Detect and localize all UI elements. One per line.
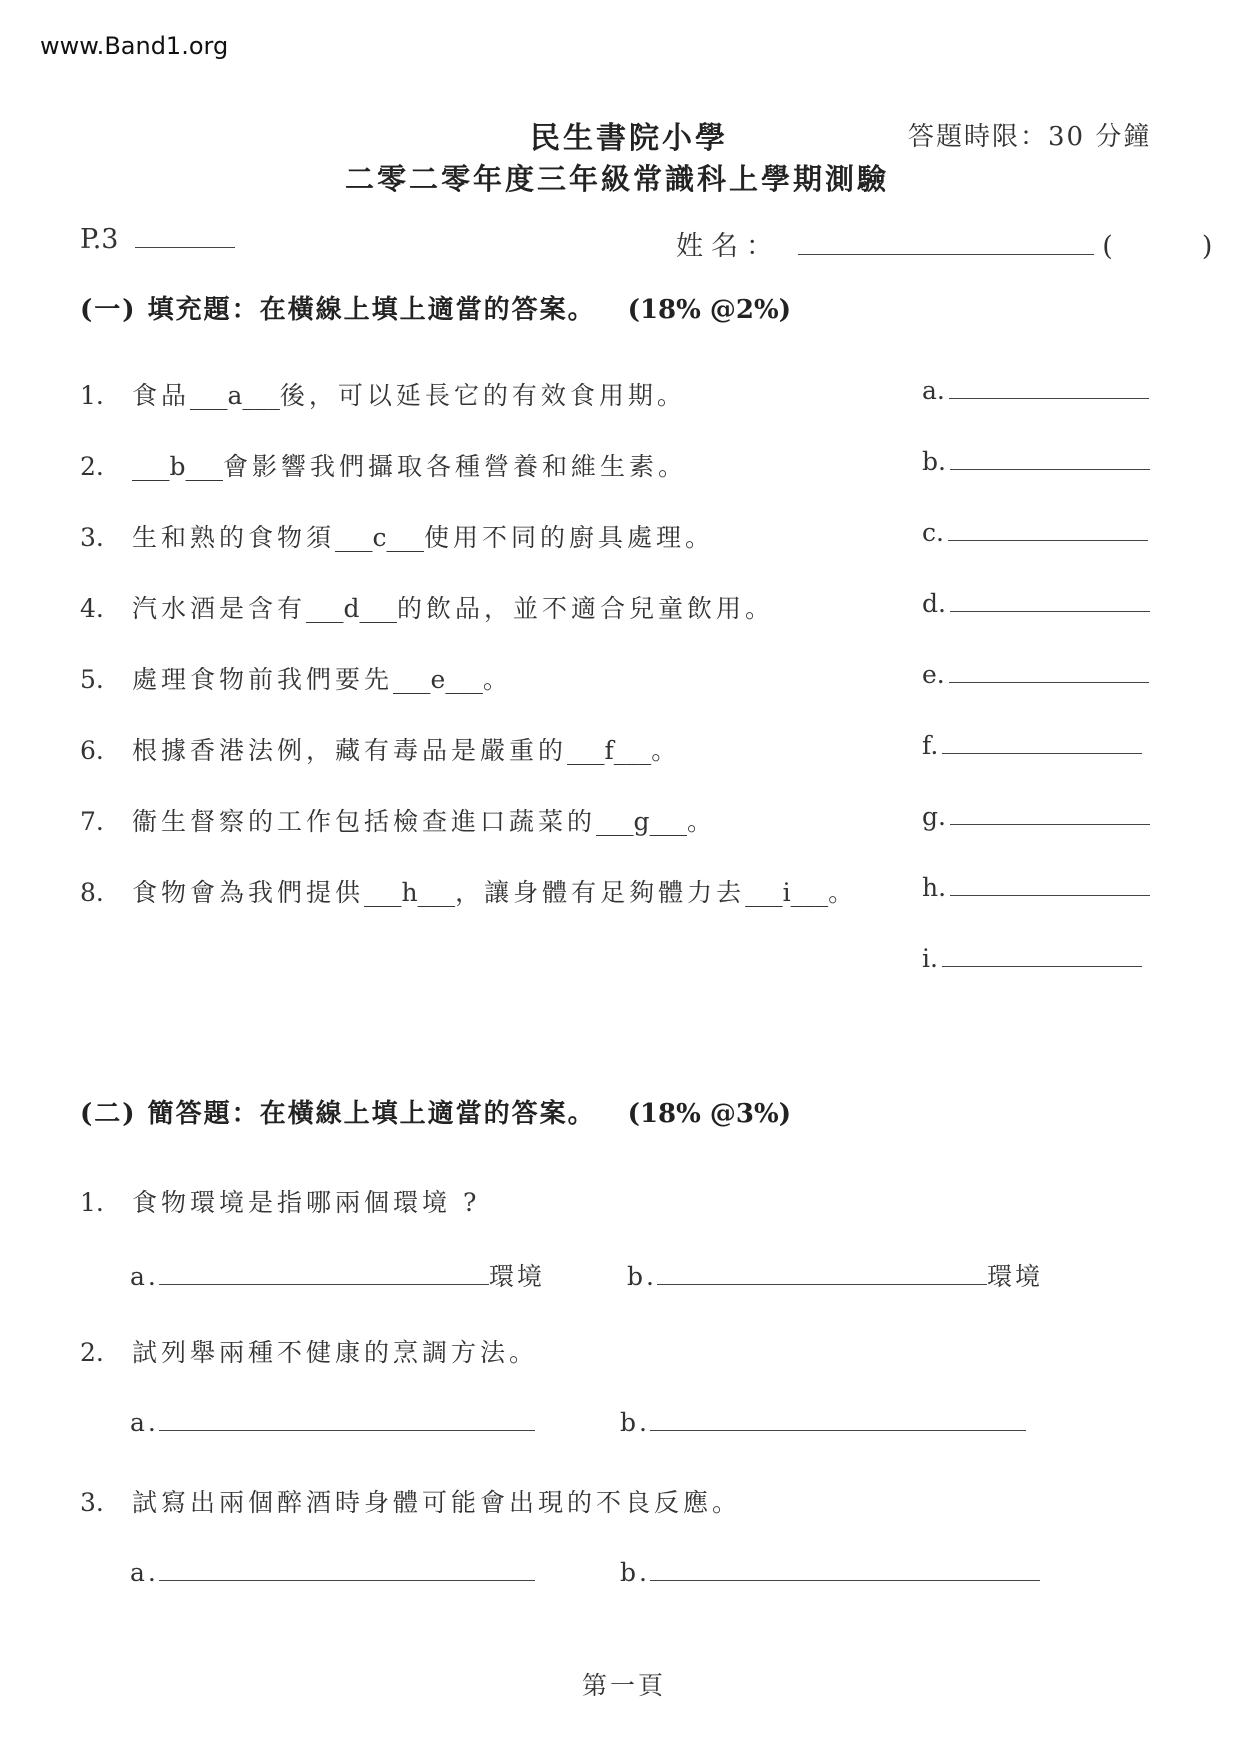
short-question: 2. 試列舉兩種不健康的烹調方法。	[80, 1338, 539, 1367]
answer-line[interactable]: i.	[922, 944, 1142, 973]
name-line[interactable]	[798, 254, 1094, 255]
answer-line[interactable]: a.	[922, 376, 1149, 405]
class-field	[80, 224, 235, 255]
fill-question: 3. 生和熟的食物須___c___使用不同的廚具處理。	[80, 523, 715, 552]
answer-line[interactable]: c.	[922, 518, 1148, 547]
school-name: 民生書院小學	[530, 121, 728, 156]
paren-close: )	[1201, 231, 1213, 262]
section2-heading	[80, 1093, 791, 1130]
answer-a[interactable]: a.	[130, 1558, 535, 1587]
answer-line[interactable]: b.	[922, 447, 1150, 476]
class-label: P.3	[80, 224, 119, 255]
section2-title: (二) 簡答題：在橫線上填上適當的答案。	[80, 1099, 596, 1129]
answer-line[interactable]: e.	[922, 660, 1149, 689]
fill-question: 4. 汽水酒是含有___d___的飲品，並不適合兒童飲用。	[80, 594, 775, 623]
answer-line[interactable]: f.	[922, 731, 1142, 760]
section2-score: (18% @3%)	[627, 1099, 791, 1129]
page-number: 第一頁	[582, 1671, 667, 1700]
paren-open: (	[1102, 231, 1113, 262]
short-question: 3. 試寫出兩個醉酒時身體可能會出現的不良反應。	[80, 1488, 742, 1517]
fill-question: 8. 食物會為我們提供___h___，讓身體有足夠體力去___i___。	[80, 878, 858, 907]
exam-title: 二零二零年度三年級常識科上學期測驗	[345, 162, 890, 196]
answer-b[interactable]: b. 環境	[627, 1262, 1043, 1291]
answer-a[interactable]: a.	[130, 1408, 535, 1437]
fill-question: 5. 處理食物前我們要先___e___。	[80, 665, 512, 694]
watermark-text: www.Band1.org	[40, 32, 229, 60]
answer-line[interactable]: d.	[922, 589, 1150, 618]
fill-question: 2. ___b___會影響我們攝取各種營養和維生素。	[80, 452, 688, 481]
short-question: 1. 食物環境是指哪兩個環境 ?	[80, 1188, 481, 1217]
fill-question: 1. 食品___a___後，可以延長它的有效食用期。	[80, 381, 686, 410]
name-field	[676, 224, 1212, 263]
fill-question: 6. 根據香港法例，藏有毒品是嚴重的___f___。	[80, 736, 681, 765]
name-label: 姓名：	[676, 231, 781, 262]
answer-b[interactable]: b.	[620, 1408, 1026, 1437]
answer-a[interactable]: a. 環境	[130, 1262, 545, 1291]
section1-heading	[80, 289, 791, 326]
class-line[interactable]	[135, 247, 235, 248]
fill-question: 7. 衞生督察的工作包括檢查進口蔬菜的___g___。	[80, 807, 717, 836]
answer-line[interactable]: h.	[922, 873, 1150, 902]
answer-line[interactable]: g.	[922, 802, 1150, 831]
time-limit: 答題時限：30 分鐘	[908, 122, 1152, 152]
section1-title: (一) 填充題：在橫線上填上適當的答案。	[80, 295, 596, 325]
answer-b[interactable]: b.	[620, 1558, 1040, 1587]
section1-score: (18% @2%)	[627, 295, 791, 325]
